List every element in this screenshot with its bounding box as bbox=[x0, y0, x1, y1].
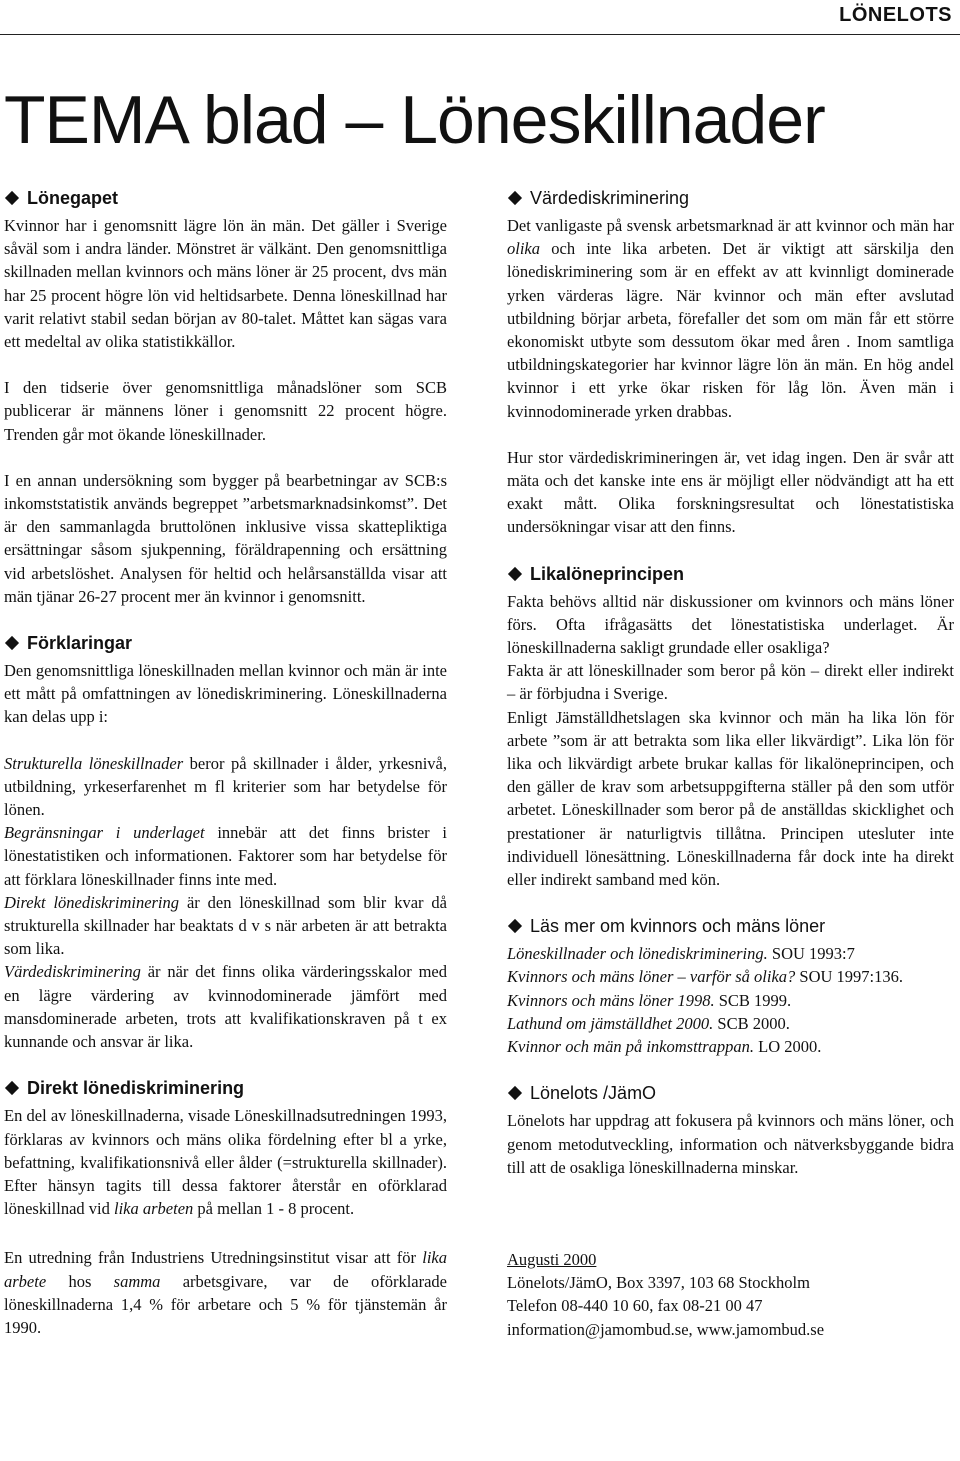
reference-item: Lathund om jämställdhet 2000. SCB 2000. bbox=[507, 1013, 790, 1033]
footer-address: Lönelots/JämO, Box 3397, 103 68 Stockholm bbox=[507, 1273, 810, 1293]
diamond-bullet-icon bbox=[508, 191, 522, 205]
paragraph: En utredning från Industriens Utredningsinstitut visar att för lika arbete hos samma arbetsgivare, var de oförklarade löneskillnaderna 1,4 % för arbetare och 5 % för tjänstemän år 1990. bbox=[4, 1248, 447, 1337]
paragraph: Fakta är att löneskillnader som beror på kön – direkt eller indirekt – är förbjudna i Sverige. bbox=[507, 661, 954, 704]
paragraph: I en annan undersökning som bygger på bearbetningar av SCB:s inkomststatistik används begreppet ”arbetsmarknadsinkomst”. Det är den sammanlagda bruttolönen inklusive vissa skattepliktiga ersättningar såsom sjukpenning, föräldrapenning och ersättning vid arbetslöshet. Analysen för heltid och helårsanställda visar att män tjänar 26-27 procent mer än kvinnor i genomsnitt. bbox=[4, 470, 447, 606]
section-heading-vardediskriminering: Värdediskriminering bbox=[507, 186, 954, 210]
diamond-bullet-icon bbox=[508, 567, 522, 581]
left-column bbox=[4, 186, 447, 1339]
paragraph: Kvinnor har i genomsnitt lägre lön än män. Det gäller i Sverige såväl som i andra länder. Mönstret är välkänt. Den genomsnittliga skillnaden mellan kvinnors och mäns löner är 25 procent, dvs män har 25 procent högre lön vid heltidsarbete. Denna löneskillnad har varit relativt stabil sedan början av 80-talet. Måttet kan sägas vara ett medeltal av olika statistikkällor. bbox=[4, 216, 447, 352]
diamond-bullet-icon bbox=[5, 636, 19, 650]
definition-structural: Strukturella löneskillnader beror på skillnader i ålder, yrkesnivå, utbildning, yrkeserfarenhet m fl kriterier som har betydelse för lönen. bbox=[4, 753, 447, 820]
paragraph: Den genomsnittliga löneskillnaden mellan kvinnor och män är inte ett mått på omfattningen av lönediskriminering. Löneskillnaderna kan delas upp i: bbox=[4, 661, 447, 727]
definition-value: Värdediskriminering är när det finns olika värderingsskalor med en lägre värdering av kvinnodominerade jämfört med mansdominerade arbeten, trots att kvalifikationskraven på t ex kunnande och ansvar är lika. bbox=[4, 962, 447, 1052]
page-title: TEMA blad – Löneskillnader bbox=[4, 82, 825, 158]
footer-date: Augusti 2000 bbox=[507, 1249, 597, 1269]
section-heading-lonelots: Lönelots /JämO bbox=[507, 1081, 954, 1105]
brand-label: LÖNELOTS bbox=[839, 4, 952, 26]
footer-phone: Telefon 08-440 10 60, fax 08-21 00 47 bbox=[507, 1296, 763, 1316]
paragraph: Det vanligaste på svensk arbetsmarknad är att kvinnor och män har olika och inte lika arbeten. Det är viktigt att särskilja den lönediskriminering som är en effekt av att kvinnligt dominerade yrken värderas lägre. När kvinnor och män efter avslutad utbildning börjar arbeta, förefaller det som om män får ett större ekonomiskt utbyte som dessutom ökar med åren . Inom samtliga utbildningskategorier har kvinnor lägre lön än män. En hög andel kvinnor i ett yrke ökar risken för låg lön. Även män i kvinnodominerade yrken drabbas. bbox=[507, 216, 954, 421]
diamond-bullet-icon bbox=[5, 191, 19, 205]
paragraph: En del av löneskillnaderna, visade Löneskillnadsutredningen 1993, förklaras av kvinnors och mäns olika fördelning efter bl a yrke, befattning, kvalifikationsnivå eller ålder (=strukturella skillnader). Efter hänsyn tagits till dessa faktorer återstår en oförklarad löneskillnad vid lika arbeten på mellan 1 - 8 procent. bbox=[4, 1106, 447, 1219]
paragraph: Hur stor värdediskrimineringen är, vet idag ingen. Den är svår att mäta och det kanske inte ens är möjligt eller nödvändigt att ha ett exakt mått. Olika forskningsresultat och lönestatistiska undersökningar visar att den finns. bbox=[507, 447, 954, 537]
definition-direct: Direkt lönediskriminering är den löneskillnad som blir kvar då strukturella skillnader har beaktats d v s när arbeten är att betrakta som lika. bbox=[4, 892, 447, 959]
paragraph: Lönelots har uppdrag att fokusera på kvinnors och mäns löner, och genom metodutveckling, information och nätverksbyggande bidra till att de osakliga löneskillnaderna minskar. bbox=[507, 1111, 954, 1177]
footer-contact: information@jamombud.se, www.jamombud.se bbox=[507, 1319, 825, 1339]
section-heading-lonegapet: Lönegapet bbox=[4, 186, 447, 210]
reference-item: Kvinnors och mäns löner 1998. SCB 1999. bbox=[507, 990, 792, 1010]
header-rule bbox=[0, 34, 960, 35]
diamond-bullet-icon bbox=[508, 1086, 522, 1100]
definition-limitations: Begränsningar i underlaget innebär att det finns brister i lönestatistiken och informationen. Faktorer som har betydelse för att förklara löneskillnader finns inte med. bbox=[4, 823, 447, 889]
reference-item: Löneskillnader och lönediskriminering. SOU 1993:7 bbox=[507, 944, 855, 964]
diamond-bullet-icon bbox=[5, 1081, 19, 1095]
reference-item: Kvinnors och mäns löner – varför så olika? SOU 1997:136. bbox=[507, 967, 904, 987]
reference-item: Kvinnor och män på inkomsttrappan. LO 2000. bbox=[507, 1037, 822, 1057]
diamond-bullet-icon bbox=[508, 919, 522, 933]
section-heading-forklaringar: Förklaringar bbox=[4, 631, 447, 655]
paragraph: Enligt Jämställdhetslagen ska kvinnor och män ha lika lön för arbete ”som är att betrakta som lika eller likvärdigt”. Lika lön för lika och likvärdigt arbete brukar kallas för likalöneprincipen, och den gäller de krav som arbetsuppgifterna ställer på den som utför arbetet. Löneskillnader som beror på de anställdas skicklighet och prestationer är naturligtvis tillåtna. Principen utesluter inte individuell lönesättning. Löneskillnaderna får dock inte ha direkt eller indirekt samband med kön. bbox=[507, 707, 954, 890]
section-heading-direkt: Direkt lönediskriminering bbox=[4, 1076, 447, 1100]
section-heading-likalon: Likalöneprincipen bbox=[507, 562, 954, 586]
paragraph: Fakta behövs alltid när diskussioner om kvinnors och mäns löner förs. Ofta ifrågasätts det lönestatistiska underlaget. Är löneskillnaderna sakligt grundade eller osakliga? bbox=[507, 591, 954, 658]
section-heading-lasmer: Läs mer om kvinnors och mäns löner bbox=[507, 914, 954, 938]
paragraph: I den tidserie över genomsnittliga månadslöner som SCB publicerar är männens löner i genomsnitt 22 procent högre. Trenden går mot ökande löneskillnader. bbox=[4, 378, 447, 444]
right-column bbox=[507, 186, 954, 1341]
